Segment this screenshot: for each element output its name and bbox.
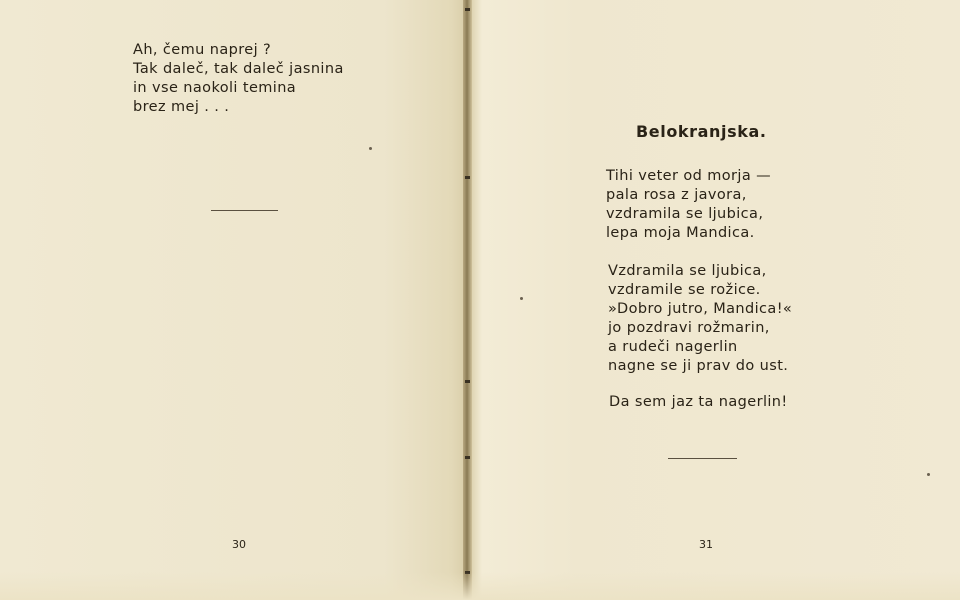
binding-stitch <box>465 380 470 383</box>
poem-line: nagne se ji prav do ust. <box>608 358 789 374</box>
poem-stanza <box>609 393 788 412</box>
poem-line: Vzdramila se ljubica, <box>608 263 767 279</box>
poem-line: pala rosa z javora, <box>606 187 747 203</box>
poem-line: Tak daleč, tak daleč jasnina <box>133 61 344 77</box>
poem-line: vzdramila se ljubica, <box>606 206 764 222</box>
page-number-right: 31 <box>699 538 713 551</box>
poem-line: »Dobro jutro, Mandica!« <box>608 301 793 317</box>
poem-line: a rudeči nagerlin <box>608 339 738 355</box>
poem-title: Belokranjska. <box>636 122 767 141</box>
poem-line: Tihi veter od morja — <box>606 168 772 184</box>
binding-stitch <box>465 456 470 459</box>
poem-stanza <box>606 167 771 243</box>
section-divider <box>668 458 737 459</box>
paper-speck <box>369 147 372 150</box>
poem-line: Da sem jaz ta nagerlin! <box>609 394 788 410</box>
book-gutter <box>463 0 472 600</box>
poem-line: vzdramile se rožice. <box>608 282 761 298</box>
page-number-left: 30 <box>232 538 246 551</box>
paper-speck <box>520 297 523 300</box>
page-bottom-shadow <box>0 572 960 600</box>
poem-line: lepa moja Mandica. <box>606 225 755 241</box>
poem-line: in vse naokoli temina <box>133 80 297 96</box>
poem-line: jo pozdravi rožmarin, <box>608 320 770 336</box>
poem-line: brez mej . . . <box>133 99 230 115</box>
binding-stitch <box>465 8 470 11</box>
left-poem-fragment <box>133 41 344 117</box>
binding-stitch <box>465 176 470 179</box>
paper-speck <box>927 473 930 476</box>
poem-line: Ah, čemu naprej ? <box>133 42 272 58</box>
poem-stanza <box>608 262 792 376</box>
section-divider <box>211 210 278 211</box>
